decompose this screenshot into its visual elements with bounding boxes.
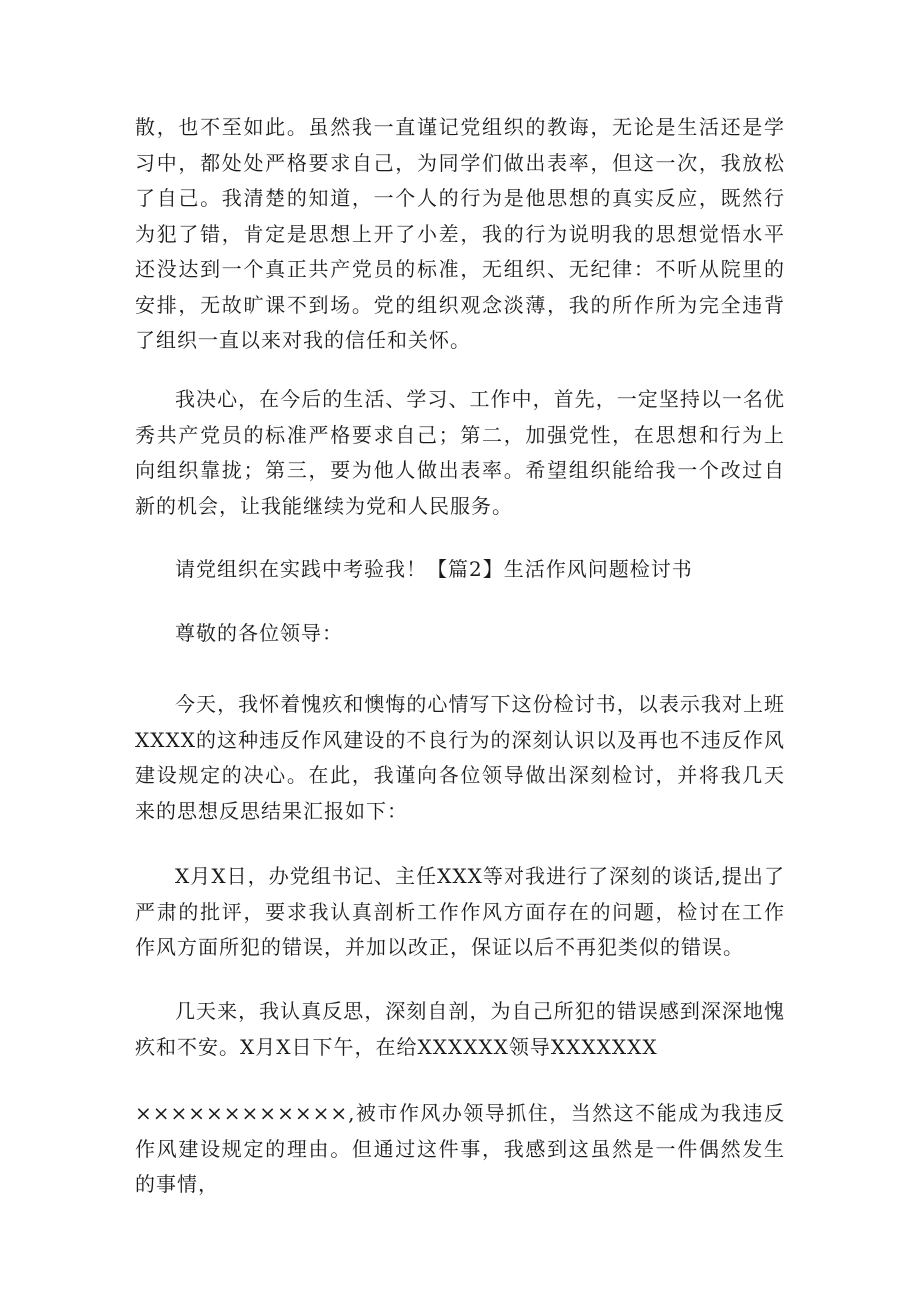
paragraph-continuation: 散，也不至如此。虽然我一直谨记党组织的教诲，无论是生活还是学习中，都处处严格要求自己，为同学们做出表率，但这一次，我放松了自己。我清楚的知道，一个人的行为是他思想的真实反应，既然行为犯了错，肯定是思想上开了小差，我的行为说明我的思想觉悟水平还没达到一个真正共产党员的标准，无组织、无纪律：不听从院里的安排，无故旷课不到场。党的组织观念淡薄，我的所作所为完全违背了组织一直以来对我的信任和关怀。 — [135, 115, 785, 352]
paragraph-reflection: 几天来，我认真反思，深刻自剖，为自己所犯的错误感到深深地愧疚和不安。X月X日下午，在给XXXXXX领导XXXXXXX — [135, 999, 785, 1059]
paragraph-resolution: 我决心，在今后的生活、学习、工作中，首先，一定坚持以一名优秀共产党员的标准严格要求自己；第二，加强党性，在思想和行为上向组织靠拢；第三，要为他人做出表率。希望组织能给我一个改过自新的机会，让我能继续为党和人民服务。 — [135, 387, 785, 518]
paragraph-section-heading: 请党组织在实践中考验我！【篇2】生活作风问题检讨书 — [175, 557, 693, 581]
paragraph-meeting: X月X日，办党组书记、主任XXX等对我进行了深刻的谈话,提出了严肃的批评，要求我认真剖析工作作风方面存在的问题，检讨在工作作风方面所犯的错误，并加以改正，保证以后不再犯类似的错误。 — [135, 864, 785, 959]
paragraph-incident: ××××××××××××,被市作风办领导抓住，当然这不能成为我违反作风建设规定的理由。但通过这件事，我感到这虽然是一件偶然发生的事情， — [135, 1101, 785, 1196]
paragraph-intro: 今天，我怀着愧疚和懊悔的心情写下这份检讨书，以表示我对上班XXXX的这种违反作风建设的不良行为的深刻认识以及再也不违反作风建设规定的决心。在此，我谨向各位领导做出深刻检讨，并将我几天来的思想反思结果汇报如下： — [135, 692, 785, 823]
paragraph-salutation: 尊敬的各位领导： — [175, 621, 343, 645]
